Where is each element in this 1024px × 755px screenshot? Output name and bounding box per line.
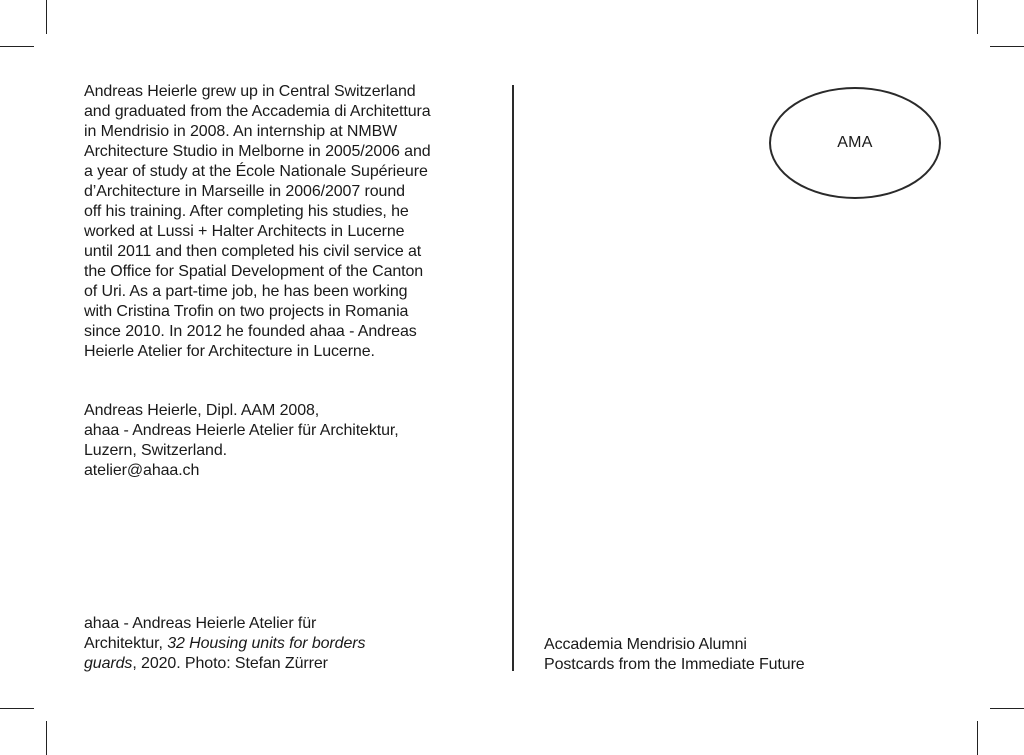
bio-line: Architecture Studio in Melborne in 2005/2006 and — [84, 143, 431, 160]
stamp-oval — [769, 87, 941, 199]
crop-mark-top-left-vertical — [46, 0, 47, 34]
contact-studio: ahaa - Andreas Heierle Atelier für Architektur, — [84, 422, 399, 439]
contact-email: atelier@ahaa.ch — [84, 462, 200, 479]
contact-block — [84, 401, 484, 481]
publisher-footer — [544, 635, 944, 675]
crop-mark-bottom-right-vertical — [977, 721, 978, 755]
bio-line: of Uri. As a part-time job, he has been working — [84, 283, 408, 300]
caption-text: Architektur, — [84, 635, 168, 652]
bio-line: and graduated from the Accademia di Architettura — [84, 103, 431, 120]
crop-mark-top-right-horizontal — [990, 46, 1024, 47]
bio-line: until 2011 and then completed his civil service at — [84, 243, 422, 260]
caption-text: , 2020. Photo: Stefan Zürrer — [132, 655, 328, 672]
caption-line: ahaa - Andreas Heierle Atelier für — [84, 615, 317, 632]
bio-line: in Mendrisio in 2008. An internship at NMBW — [84, 123, 398, 140]
crop-mark-bottom-right-horizontal — [990, 708, 1024, 709]
contact-location: Luzern, Switzerland. — [84, 442, 227, 459]
biography-text — [84, 82, 484, 362]
caption-line — [84, 654, 484, 674]
crop-mark-bottom-left-vertical — [46, 721, 47, 755]
bio-line: the Office for Spatial Development of the Canton — [84, 263, 424, 280]
bio-line: Andreas Heierle grew up in Central Switzerland — [84, 83, 416, 100]
bio-line: with Cristina Trofin on two projects in Romania — [84, 303, 409, 320]
bio-line: a year of study at the École Nationale Supérieure — [84, 163, 428, 180]
contact-name: Andreas Heierle, Dipl. AAM 2008, — [84, 402, 320, 419]
bio-line: d’Architecture in Marseille in 2006/2007 round — [84, 183, 405, 200]
crop-mark-bottom-left-horizontal — [0, 708, 34, 709]
caption-line — [84, 634, 484, 654]
bio-line: worked at Lussi + Halter Architects in Lucerne — [84, 223, 405, 240]
photo-caption — [84, 614, 484, 674]
footer-series: Postcards from the Immediate Future — [544, 656, 805, 673]
crop-mark-top-right-vertical — [977, 0, 978, 34]
postcard-divider — [512, 85, 514, 671]
stamp-label: AMA — [837, 134, 873, 151]
bio-line: Heierle Atelier for Architecture in Lucerne. — [84, 343, 375, 360]
footer-organization: Accademia Mendrisio Alumni — [544, 636, 747, 653]
bio-line: since 2010. In 2012 he founded ahaa - Andreas — [84, 323, 417, 340]
caption-project-title: 32 Housing units for borders — [167, 635, 366, 652]
caption-project-title: guards — [84, 655, 133, 672]
crop-mark-top-left-horizontal — [0, 46, 34, 47]
bio-line: off his training. After completing his studies, he — [84, 203, 409, 220]
